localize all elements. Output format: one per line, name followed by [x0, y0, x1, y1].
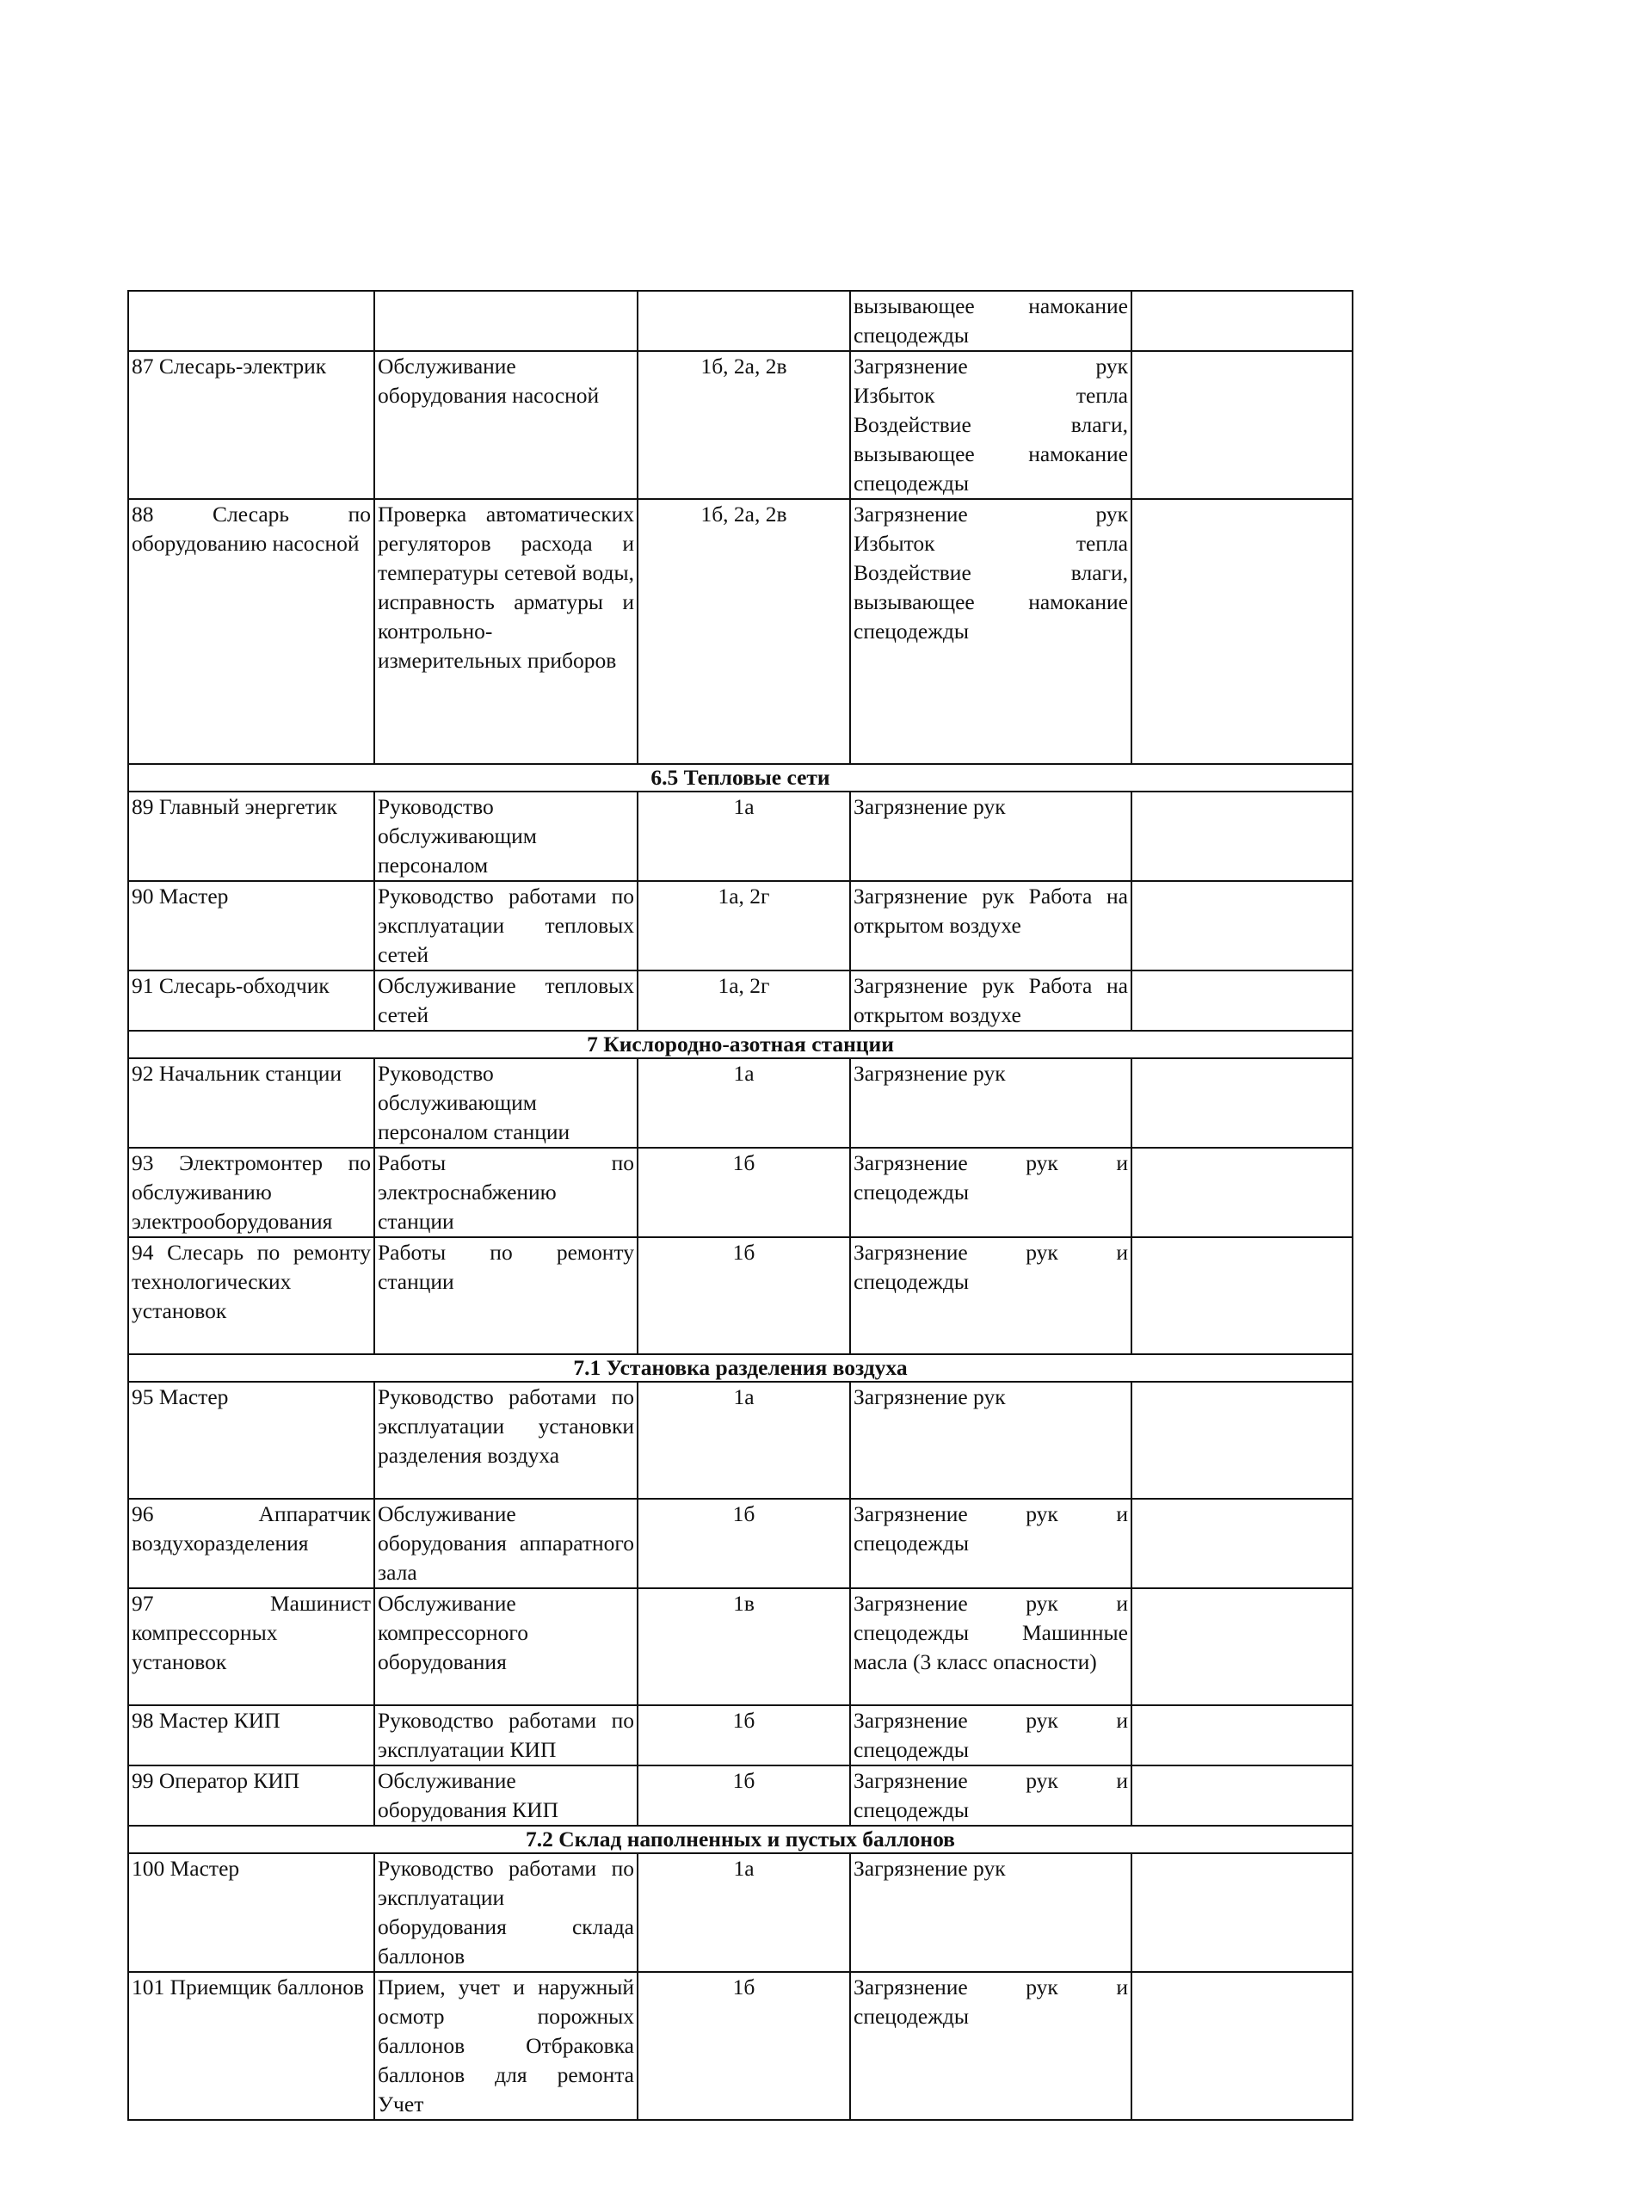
- group-cell: 1а: [638, 1853, 850, 1972]
- notes-cell: [1131, 1705, 1353, 1765]
- hazard-cell: [850, 499, 1131, 764]
- section-row: [128, 1826, 1353, 1853]
- hazard-line: Воздействие влаги,: [854, 412, 1128, 437]
- notes-cell: [1131, 1237, 1353, 1354]
- notes-cell: [1131, 1765, 1353, 1826]
- hazard-line: Избыток тепла: [854, 383, 1128, 408]
- notes-cell: [1131, 970, 1353, 1031]
- hazard-line: вызывающее намокание: [854, 293, 1128, 318]
- work-cell: Обслуживание оборудования КИП: [374, 1765, 638, 1826]
- notes-cell: [1131, 1148, 1353, 1237]
- hazard-line: Загрязнение рук: [854, 502, 1128, 527]
- table-row: [128, 1705, 1353, 1765]
- position-cell: 94 Слесарь по ремонту технологических установок: [128, 1237, 374, 1354]
- work-cell: Обслуживание оборудования аппаратного зала: [374, 1499, 638, 1588]
- group-cell: 1б, 2а, 2в: [638, 499, 850, 764]
- position-cell: 96 Аппаратчик воздухоразделения: [128, 1499, 374, 1588]
- hazard-cell: Загрязнение рук: [850, 792, 1131, 881]
- hazard-cell: Загрязнение рук и спецодежды Машинные масла (3 класс опасности): [850, 1588, 1131, 1705]
- notes-cell: [1131, 351, 1353, 499]
- table-row: [128, 1853, 1353, 1972]
- position-cell: [128, 291, 374, 351]
- work-cell: Руководство обслуживающим персоналом станции: [374, 1058, 638, 1148]
- table-row: [128, 1588, 1353, 1705]
- group-cell: 1а: [638, 1382, 850, 1499]
- notes-cell: [1131, 792, 1353, 881]
- table-row: [128, 1237, 1353, 1354]
- group-cell: 1б: [638, 1237, 850, 1354]
- section-heading: 6.5 Тепловые сети: [128, 764, 1353, 792]
- table-row: [128, 351, 1353, 499]
- section-heading: 7.2 Склад наполненных и пустых баллонов: [128, 1826, 1353, 1853]
- notes-cell: [1131, 1382, 1353, 1499]
- work-cell: Работы по ремонту станции: [374, 1237, 638, 1354]
- hazard-line: вызывающее намокание: [854, 589, 1128, 614]
- group-cell: 1б: [638, 1765, 850, 1826]
- group-cell: 1б, 2а, 2в: [638, 351, 850, 499]
- position-cell: 89 Главный энергетик: [128, 792, 374, 881]
- position-cell: 97 Машинист компрессорных установок: [128, 1588, 374, 1705]
- work-cell: Руководство работами по эксплуатации КИП: [374, 1705, 638, 1765]
- table-row: [128, 1058, 1353, 1148]
- work-cell: Проверка автоматических регуляторов расхода и температуры сетевой воды, исправность арматуры и контрольно-измерительных приборов: [374, 499, 638, 764]
- notes-cell: [1131, 1588, 1353, 1705]
- hazard-line: вызывающее намокание: [854, 441, 1128, 466]
- notes-cell: [1131, 881, 1353, 970]
- position-cell: 99 Оператор КИП: [128, 1765, 374, 1826]
- position-cell: 100 Мастер: [128, 1853, 374, 1972]
- work-cell: Работы по электроснабжению станции: [374, 1148, 638, 1237]
- work-cell: [374, 291, 638, 351]
- hazard-cell: Загрязнение рук и спецодежды: [850, 1148, 1131, 1237]
- work-cell: Руководство работами по эксплуатации установки разделения воздуха: [374, 1382, 638, 1499]
- notes-cell: [1131, 499, 1353, 764]
- hazard-cell: Загрязнение рук и спецодежды: [850, 1237, 1131, 1354]
- position-cell: 90 Мастер: [128, 881, 374, 970]
- section-row: [128, 1354, 1353, 1382]
- position-cell: 92 Начальник станции: [128, 1058, 374, 1148]
- section-row: [128, 1031, 1353, 1058]
- work-cell: Руководство работами по эксплуатации оборудования склада баллонов: [374, 1853, 638, 1972]
- table-row: [128, 792, 1353, 881]
- position-cell: 98 Мастер КИП: [128, 1705, 374, 1765]
- notes-cell: [1131, 1499, 1353, 1588]
- position-cell: 91 Слесарь-обходчик: [128, 970, 374, 1031]
- hazard-cell: Загрязнение рук: [850, 1058, 1131, 1148]
- table-row: [128, 970, 1353, 1031]
- hazard-cell: Загрязнение рук и спецодежды: [850, 1705, 1131, 1765]
- position-cell: 88 Слесарь по оборудованию насосной: [128, 499, 374, 764]
- hazard-cell: [850, 351, 1131, 499]
- hazard-line: Воздействие влаги,: [854, 560, 1128, 585]
- section-row: [128, 764, 1353, 792]
- hazard-cell: Загрязнение рук Работа на открытом воздухе: [850, 881, 1131, 970]
- group-cell: 1а, 2г: [638, 970, 850, 1031]
- table-row: [128, 1765, 1353, 1826]
- work-cell: Руководство работами по эксплуатации тепловых сетей: [374, 881, 638, 970]
- group-cell: 1а: [638, 792, 850, 881]
- group-cell: 1б: [638, 1148, 850, 1237]
- hazard-cell: Загрязнение рук Работа на открытом воздухе: [850, 970, 1131, 1031]
- table-row: [128, 1972, 1353, 2120]
- hazard-cell: Загрязнение рук и спецодежды: [850, 1765, 1131, 1826]
- work-cell: Руководство обслуживающим персоналом: [374, 792, 638, 881]
- hazard-cell: Загрязнение рук и спецодежды: [850, 1499, 1131, 1588]
- hazard-line: спецодежды: [854, 619, 969, 644]
- group-cell: 1а: [638, 1058, 850, 1148]
- table-row: [128, 1148, 1353, 1237]
- position-cell: 95 Мастер: [128, 1382, 374, 1499]
- section-heading: 7.1 Установка разделения воздуха: [128, 1354, 1353, 1382]
- table-row: [128, 1382, 1353, 1499]
- group-cell: 1в: [638, 1588, 850, 1705]
- notes-cell: [1131, 291, 1353, 351]
- table-row: [128, 1499, 1353, 1588]
- group-cell: 1а, 2г: [638, 881, 850, 970]
- table-row: [128, 291, 1353, 351]
- position-cell: 87 Слесарь-электрик: [128, 351, 374, 499]
- group-cell: 1б: [638, 1499, 850, 1588]
- hazard-cell: Загрязнение рук: [850, 1853, 1131, 1972]
- section-heading: 7 Кислородно-азотная станции: [128, 1031, 1353, 1058]
- hazard-line: спецодежды: [854, 323, 969, 348]
- hazard-line: спецодежды: [854, 471, 969, 496]
- group-cell: 1б: [638, 1972, 850, 2120]
- hazard-line: Избыток тепла: [854, 531, 1128, 556]
- work-cell: Обслуживание оборудования насосной: [374, 351, 638, 499]
- work-cell: Обслуживание тепловых сетей: [374, 970, 638, 1031]
- group-cell: 1б: [638, 1705, 850, 1765]
- notes-cell: [1131, 1058, 1353, 1148]
- hazard-cell: [850, 291, 1131, 351]
- work-cell: Прием, учет и наружный осмотр порожных баллонов Отбраковка баллонов для ремонта Учет: [374, 1972, 638, 2120]
- work-cell: Обслуживание компрессорного оборудования: [374, 1588, 638, 1705]
- position-cell: 101 Приемщик баллонов: [128, 1972, 374, 2120]
- table-row: [128, 499, 1353, 764]
- position-cell: 93 Электромонтер по обслуживанию электрооборудования: [128, 1148, 374, 1237]
- hazard-line: Загрязнение рук: [854, 354, 1128, 379]
- hazard-cell: Загрязнение рук: [850, 1382, 1131, 1499]
- notes-cell: [1131, 1853, 1353, 1972]
- table-row: [128, 881, 1353, 970]
- hazard-cell: Загрязнение рук и спецодежды: [850, 1972, 1131, 2120]
- hazard-table: [127, 290, 1353, 2121]
- group-cell: [638, 291, 850, 351]
- notes-cell: [1131, 1972, 1353, 2120]
